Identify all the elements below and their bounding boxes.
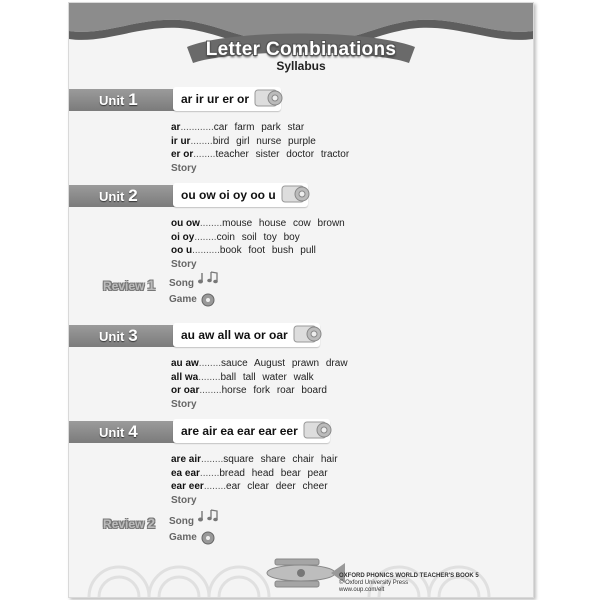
- unit-row: oi oy........coin soil toy boy: [171, 231, 300, 243]
- story-label: Story: [171, 398, 197, 410]
- unit-row: ear eer........ear clear deer cheer: [171, 481, 328, 492]
- unit-label: Unit 4: [99, 422, 138, 441]
- unit-row: oo u..........book foot bush pull: [171, 245, 316, 256]
- page-subtitle: Syllabus: [276, 59, 326, 73]
- unit-row: er or........teacher sister doctor tractor: [171, 149, 350, 160]
- disc-icon: [201, 293, 215, 307]
- unit-row: all wa........ball tall water walk: [171, 371, 314, 383]
- unit-label: Unit 3: [99, 326, 138, 345]
- review-label: Review 2: [103, 515, 156, 531]
- unit-row: ar............car farm park star: [171, 122, 305, 133]
- music-note-icon: [197, 509, 219, 523]
- unit-row: ou ow........mouse house cow brown: [171, 218, 345, 229]
- scroll-icon: [302, 416, 332, 444]
- story-label: Story: [171, 258, 197, 270]
- unit-header: ou ow oi oy oo u: [173, 183, 308, 207]
- unit-header: ar ir ur er or: [173, 87, 281, 111]
- scroll-icon: [292, 320, 322, 348]
- footer-credits: OXFORD PHONICS WORLD TEACHER'S BOOK 5 © Oxford University Press www.oup.com/elt: [339, 573, 479, 593]
- unit-row: or oar........horse fork roar board: [171, 385, 327, 396]
- page-title: Letter Combinations: [205, 39, 397, 60]
- unit-row: au aw........sauce August prawn draw: [171, 358, 348, 369]
- unit-label: Unit 1: [99, 90, 138, 109]
- unit-header: au aw all wa or oar: [173, 323, 320, 347]
- unit-row: ir ur........bird girl nurse purple: [171, 135, 316, 147]
- song-item: Song: [169, 515, 197, 531]
- story-label: Story: [171, 494, 197, 506]
- story-label: Story: [171, 162, 197, 174]
- review-label: Review 1: [103, 277, 156, 293]
- game-item: Game: [169, 531, 197, 547]
- unit-label: Unit 2: [99, 186, 138, 205]
- game-item: Game: [169, 293, 197, 309]
- syllabus-page: [68, 2, 534, 598]
- song-item: Song: [169, 277, 197, 293]
- scroll-icon: [253, 84, 283, 112]
- scroll-icon: [280, 180, 310, 208]
- music-note-icon: [197, 271, 219, 285]
- unit-header: are air ea ear ear eer: [173, 419, 330, 443]
- unit-row: are air........square share chair hair: [171, 454, 338, 465]
- unit-row: ea ear.......bread head bear pear: [171, 467, 328, 479]
- airplane-icon: [267, 559, 345, 587]
